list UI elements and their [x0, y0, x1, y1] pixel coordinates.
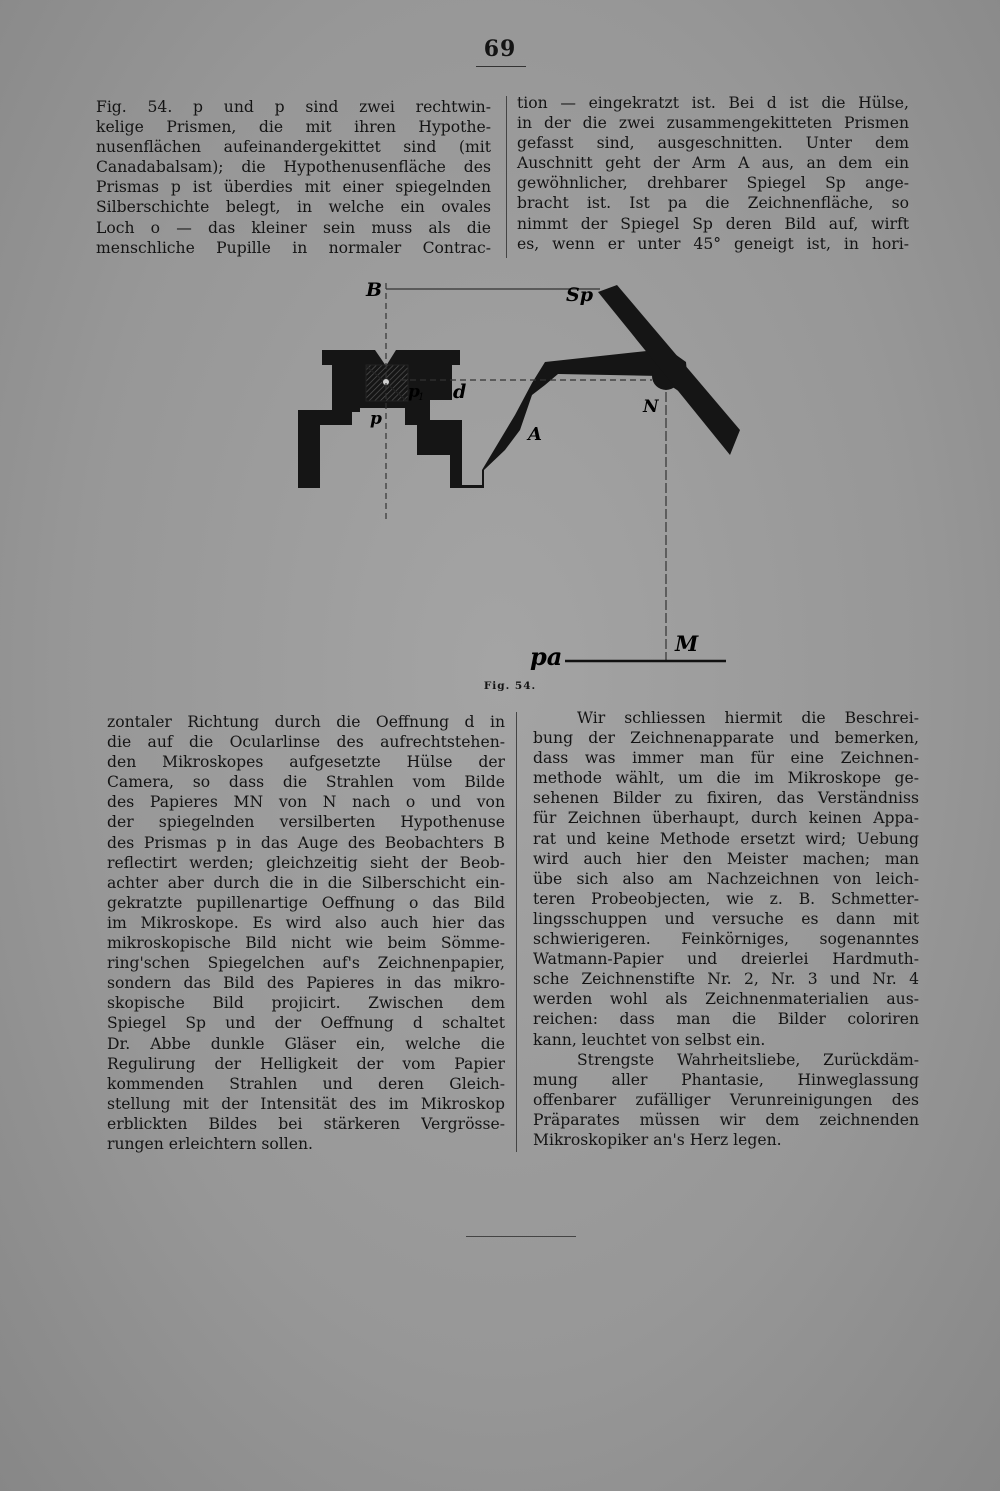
label-p1-sub: 1 [418, 392, 425, 403]
text-line: den Mikroskopes aufgesetzte Hülse der [107, 753, 505, 772]
text-line: sehenen Bilder zu fixiren, das Verständniss [533, 789, 919, 808]
text-line: skopische Bild projicirt. Zwischen dem [107, 994, 505, 1013]
column-divider [516, 712, 517, 1152]
label-d: d [453, 381, 467, 403]
text-line: Loch o — das kleiner sein muss als die [96, 218, 491, 237]
text-line: stellung mit der Intensität des im Mikroskop [107, 1094, 505, 1113]
text-line: lingsschuppen und versuche es dann mit [533, 909, 919, 928]
text-line: rungen erleichtern sollen. [107, 1134, 313, 1153]
text-line: kann, leuchtet von selbst ein. [533, 1030, 766, 1049]
text-line: Prismas p ist überdies mit einer spiegelnden [96, 178, 491, 197]
text-line: übe sich also am Nachzeichnen von leich- [533, 869, 919, 888]
bottom-rule [466, 1236, 576, 1237]
label-sp: Sp [566, 284, 594, 306]
text-line: es, wenn er unter 45° geneigt ist, in hori- [517, 234, 909, 253]
text-line: kommenden Strahlen und deren Gleich- [107, 1074, 505, 1093]
housing-shape [298, 350, 688, 488]
text-line: zontaler Richtung durch die Oeffnung d in [107, 713, 505, 731]
text-line: schwierigeren. Feinkörniges, sogenanntes [533, 930, 919, 949]
text-line: teren Probeobjecten, wie z. B. Schmetter- [533, 889, 919, 908]
text-line: dass was immer man für eine Zeichnen- [533, 749, 919, 768]
text-line: Watmann-Papier und dreierlei Hardmuth- [533, 950, 919, 969]
text-line: gefasst sind, ausgeschnitten. Unter dem [517, 134, 909, 153]
text-line: bung der Zeichnenapparate und bemerken, [533, 729, 919, 748]
label-m: M [675, 631, 699, 656]
page-number: 69 [483, 36, 517, 62]
text-line: Camera, so dass die Strahlen vom Bilde [107, 773, 505, 792]
text-line: Spiegel Sp und der Oeffnung d schaltet [107, 1014, 505, 1033]
label-b: B [366, 279, 383, 301]
text-line: werden wohl als Zeichnenmaterialien aus- [533, 990, 919, 1009]
text-line: sche Zeichnenstifte Nr. 2, Nr. 3 und Nr. 4 [533, 970, 919, 989]
text-line: Regulirung der Helligkeit der vom Papier [107, 1054, 505, 1073]
text-line: im Mikroskope. Es wird also auch hier das [107, 913, 505, 932]
text-line: tion — eingekratzt ist. Bei d ist die Hülse, [517, 94, 909, 112]
text-line: Fig. 54. p und p sind zwei rechtwin- [96, 98, 491, 116]
bottom-left-column [107, 712, 505, 1154]
text-line: Auschnitt geht der Arm A aus, an dem ein [517, 154, 909, 173]
text-line: kelige Prismen, die mit ihren Hypothe- [96, 118, 491, 137]
bottom-right-column [533, 708, 919, 1150]
text-line: in der die zwei zusammengekitteten Prismen [517, 114, 909, 133]
text-line: des Prismas p in das Auge des Beobachters B [107, 833, 505, 852]
text-line: reichen: dass man die Bilder coloriren [533, 1010, 919, 1029]
text-line: für Zeichnen überhaupt, durch keinen Appa- [533, 809, 919, 828]
text-line: mung aller Phantasie, Hinweglassung [533, 1070, 919, 1089]
text-line: Dr. Abbe dunkle Gläser ein, welche die [107, 1034, 505, 1053]
text-line: reflectirt werden; gleichzeitig sieht der Beob- [107, 853, 505, 872]
text-line: gewöhnlicher, drehbarer Spiegel Sp ange- [517, 174, 909, 193]
text-line: Mikroskopiker an's Herz legen. [533, 1130, 782, 1149]
label-a: A [528, 424, 542, 445]
text-line: des Papieres MN von N nach o und von [107, 793, 505, 812]
label-n: N [643, 397, 659, 417]
text-line: methode wählt, um die im Mikroskope ge- [533, 769, 919, 788]
text-line: nimmt der Spiegel Sp deren Bild auf, wirft [517, 214, 909, 233]
text-line: Silberschichte belegt, in welche ein ovales [96, 198, 491, 217]
text-line: die auf die Ocularlinse des aufrechtstehen- [107, 733, 505, 752]
text-line: rat und keine Methode ersetzt wird; Uebung [533, 829, 919, 848]
text-line: achter aber durch die in die Silberschicht ein- [107, 873, 505, 892]
figure-caption: Fig. 54. [483, 680, 537, 692]
text-line: ring'schen Spiegelchen auf's Zeichnenpapier, [107, 954, 505, 973]
text-line: mikroskopische Bild nicht wie beim Sömme- [107, 934, 505, 953]
text-line: menschliche Pupille in normaler Contrac- [96, 238, 491, 257]
label-p: p [370, 409, 382, 429]
text-line: Präparates müssen wir dem zeichnenden [533, 1110, 919, 1129]
text-line: offenbarer zufälliger Verunreinigungen des [533, 1090, 919, 1109]
text-line: der spiegelnden versilberten Hypothenuse [107, 813, 505, 832]
text-line: sondern das Bild des Papieres in das mikro- [107, 974, 505, 993]
text-line: wird auch hier den Meister machen; man [533, 849, 919, 868]
text-line: Canadabalsam); die Hypothenusenfläche des [96, 158, 491, 177]
figure-camera-lucida [0, 0, 1000, 700]
text-line: bracht ist. Ist pa die Zeichnenfläche, so [517, 194, 909, 213]
label-pa: pa [530, 642, 563, 671]
text-line: Wir schliessen hiermit die Beschrei- [577, 709, 919, 727]
label-p1: p [408, 382, 420, 402]
text-line: gekratzte pupillenartige Oeffnung o das Bild [107, 893, 505, 912]
text-line: erblickten Bildes bei stärkeren Vergrösse- [107, 1114, 505, 1133]
text-line: Strengste Wahrheitsliebe, Zurückdäm- [577, 1050, 919, 1069]
text-line: nusenflächen aufeinandergekittet sind (mit [96, 138, 491, 157]
